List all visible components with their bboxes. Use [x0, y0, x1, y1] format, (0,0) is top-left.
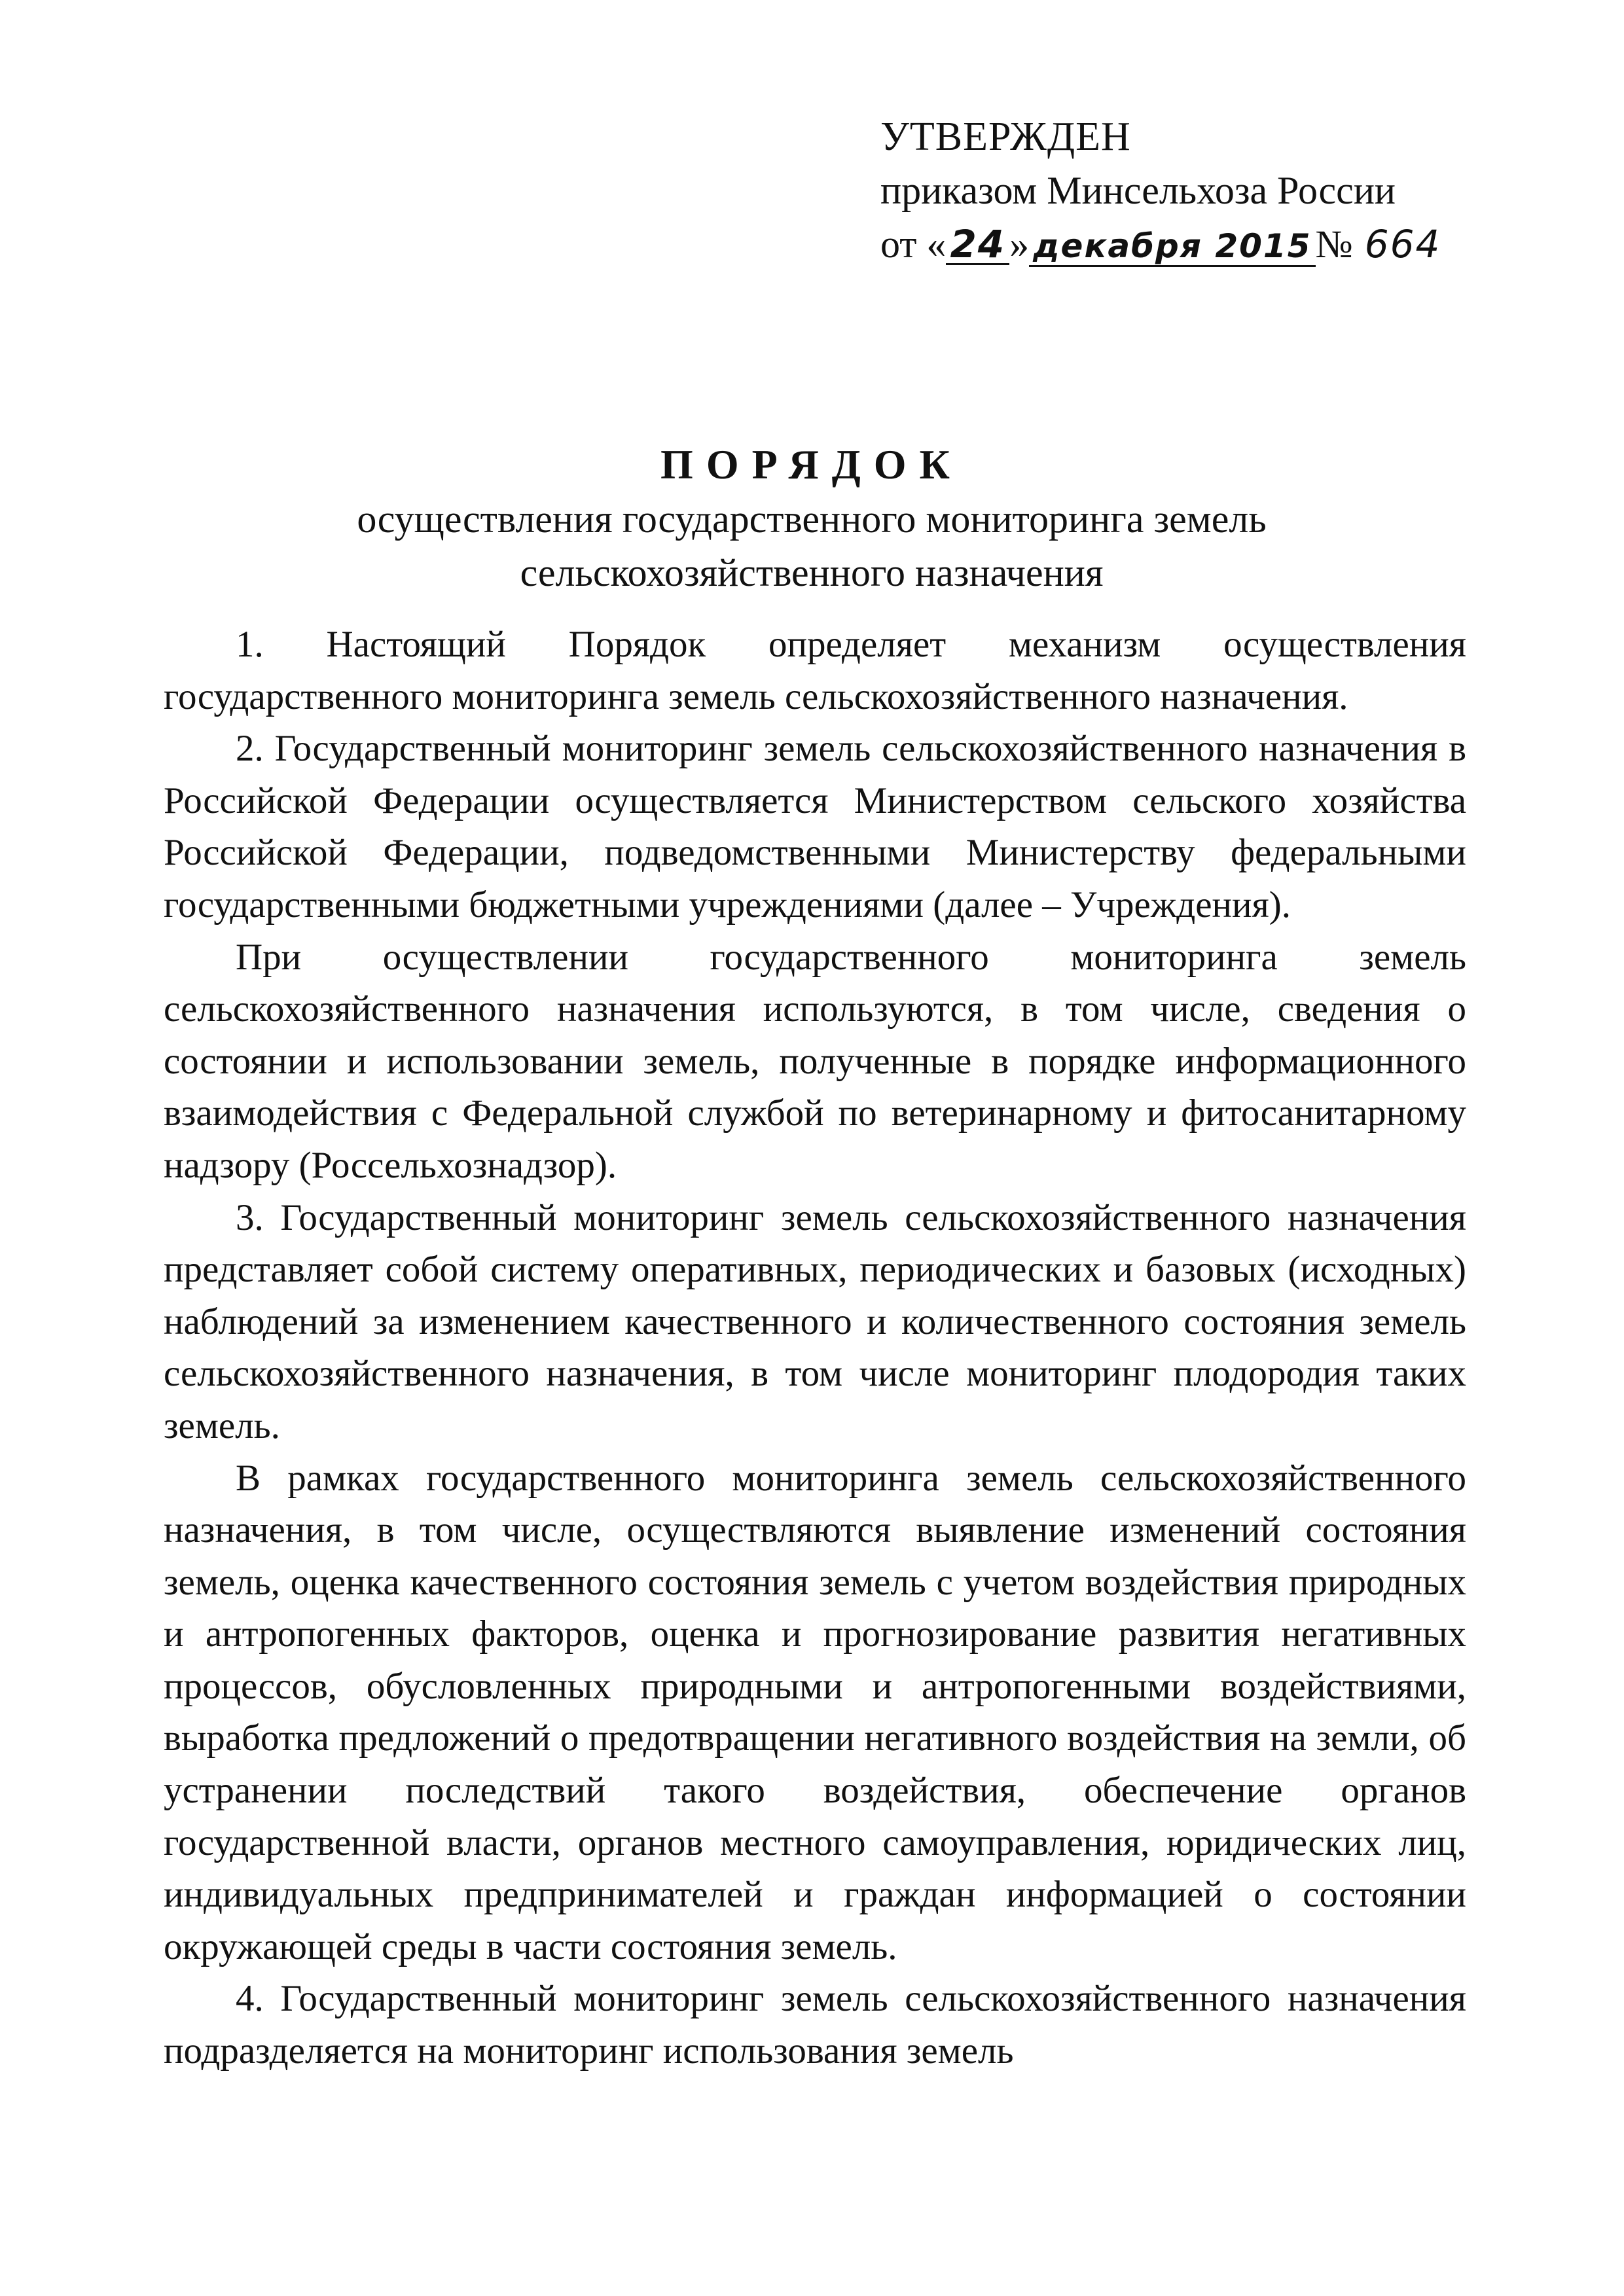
approval-order-line: приказом Минсельхоза России	[880, 169, 1396, 212]
paragraph-2: 2. Государственный мониторинг земель сельскохозяйственного назначения в Российской Федерации осуществляется Министерством сельского хозяйства Российской Федерации, подведомственными Министерству федеральными государственными бюджетными учреждениями (далее – Учреждения).	[164, 728, 1466, 925]
date-quote-close: »	[1009, 223, 1030, 266]
document-subtitle-line-2: сельскохозяйственного назначения	[520, 551, 1104, 594]
paragraph-3: При осуществлении государственного мониторинга земель сельскохозяйственного назначения используются, в том числе, сведения о состоянии и использовании земель, полученные в порядке информационного взаимодействия с Федеральной службой по ветеринарному и фитосанитарному надзору (Россельхознадзор).	[164, 936, 1466, 1186]
paragraph-1: 1. Настоящий Порядок определяет механизм осуществления государственного мониторинга земель сельскохозяйственного назначения.	[164, 624, 1466, 717]
document-subtitle-line-1: осуществления государственного мониторинга земель	[357, 497, 1267, 541]
number-label: №	[1315, 223, 1353, 266]
document-heading	[164, 437, 1460, 600]
document-title: ПОРЯДОК	[660, 441, 963, 488]
document-body	[164, 619, 1466, 2077]
paragraph-5: В рамках государственного мониторинга земель сельскохозяйственного назначения, в том числе, осуществляются выявление изменений состояния земель, оценка качественного состояния земель с учетом воздействия природных и антропогенных факторов, оценка и прогнозирование развития негативных процессов, обусловленных природными и антропогенными воздействиями, выработка предложений о предотвращении негативного воздействия на земли, об устранении последствий такого воздействия, обеспечение органов государственной власти, органов местного самоуправления, юридических лиц, индивидуальных предпринимателей и граждан информацией о состоянии окружающей среды в части состояния земель.	[164, 1457, 1466, 1967]
handwritten-day: 24	[946, 225, 1009, 265]
handwritten-month-year: декабря 2015	[1029, 227, 1315, 267]
approval-stamp	[880, 110, 1535, 271]
date-prefix: от «	[880, 223, 947, 266]
paragraph-4: 3. Государственный мониторинг земель сельскохозяйственного назначения представляет собой систему оперативных, периодических и базовых (исходных) наблюдений за изменением качественного и количественного состояния земель сельскохозяйственного назначения, в том числе мониторинг плодородия таких земель.	[164, 1196, 1466, 1446]
approval-date-line	[880, 217, 1535, 271]
approval-title: УТВЕРЖДЕН	[880, 115, 1131, 159]
handwritten-order-number: 664	[1364, 222, 1441, 266]
paragraph-6: 4. Государственный мониторинг земель сельскохозяйственного назначения подразделяется на мониторинг использования земель	[164, 1978, 1466, 2072]
